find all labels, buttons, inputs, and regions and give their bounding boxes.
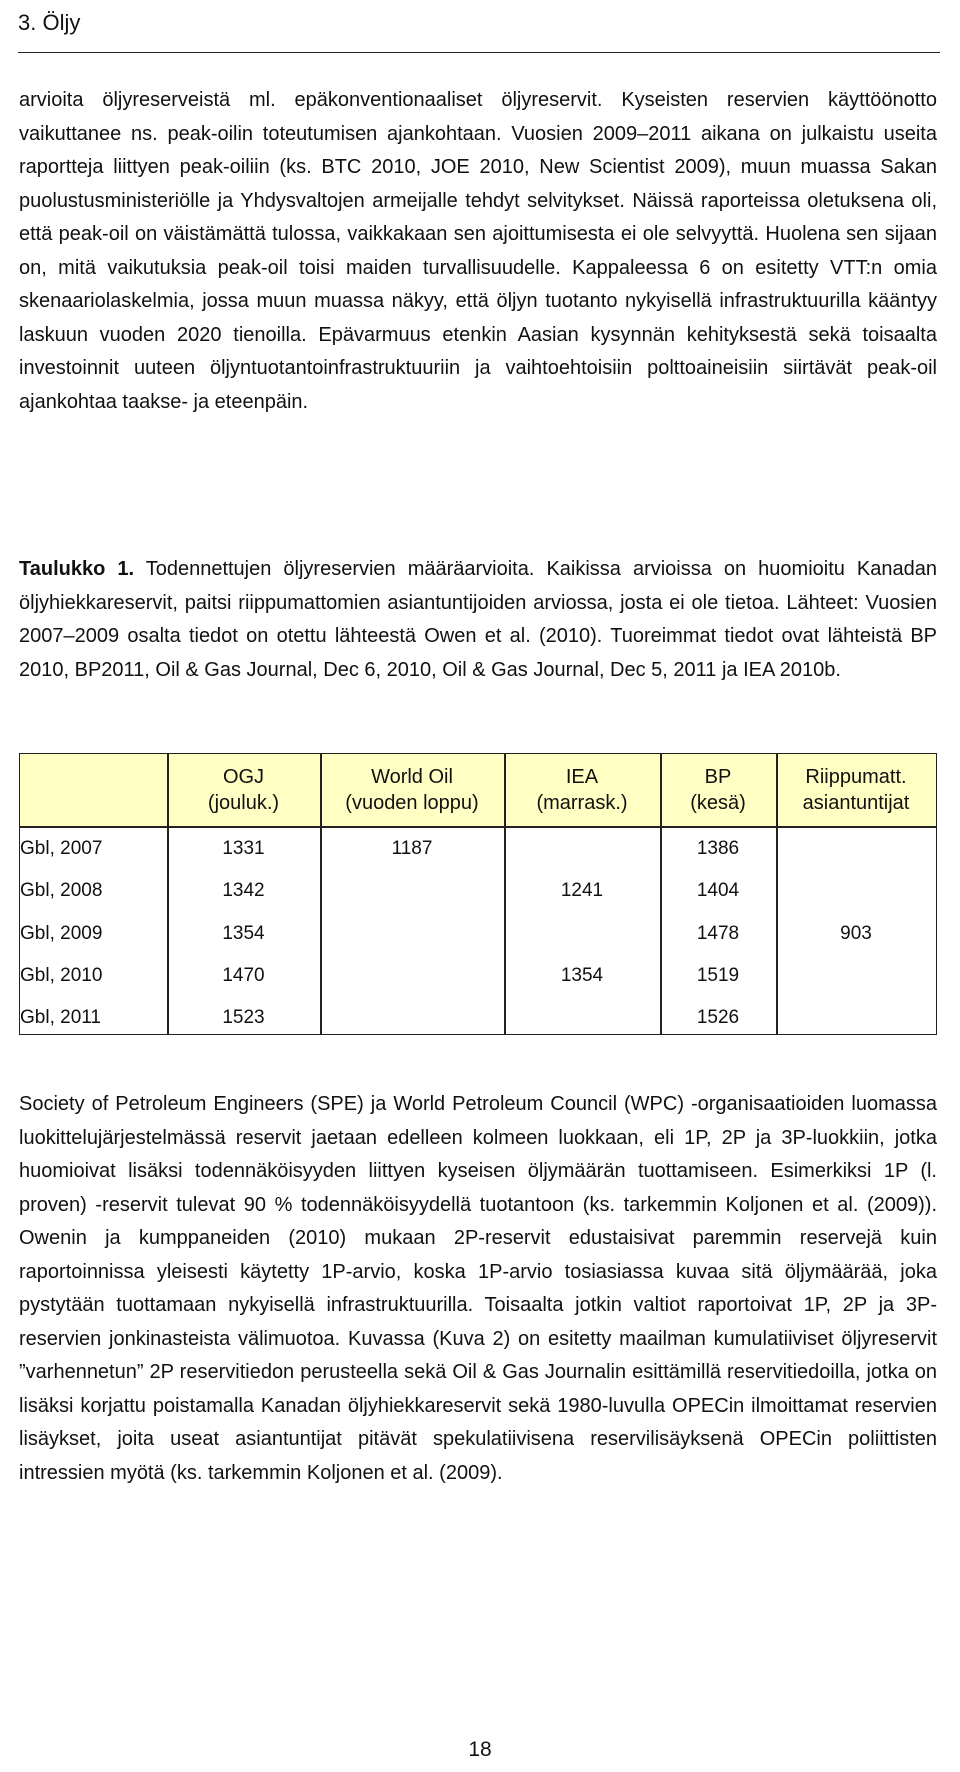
cell-iea: 1354 bbox=[560, 965, 604, 986]
row-label: Gbl, 2007 bbox=[20, 838, 103, 859]
column-header-independent: Riippumatt. asiantuntijat bbox=[802, 766, 910, 814]
paragraph-2: Society of Petroleum Engineers (SPE) ja World Petroleum Council (WPC) -organisaatioiden luomassa luokittelujärjestelmässä reservit jaetaan edelleen kolmeen luokkaan, eli 1P, 2P ja 3P-luokkiin, jotka huomioivat lisäksi todennäköisyyden liittyen kyseisen öljymäärän tuottamiseen. Esimerkiksi 1P (l. proven) -reservit tulevat 90 % todennäköisyydellä tuotantoon (ks. tarkemmin Koljonen et al. (2009)). Owenin ja kumppaneiden (2010) mukaan 2P-reservit edustaisivat paremmin reservejä kuin raportoinnissa yleisesti käytetty 1P-arvio, koska 1P-arvio tosiasiassa kuvaa sitä öljymäärää, joka pystytään tuottamaan nykyisellä infrastruktuurilla. Toisaalta jotkin valtiot raportoivat 1P, 2P ja 3P-reservien jonkinasteista välimuotoa. Kuvassa (Kuva 2) on esitetty maailman kumulatiiviset öljyreservit ”varhennetun” 2P reservitiedon perusteella sekä Oil & Gas Journalin esittämillä reservitiedoilla, jotka on lisäksi korjattu poistamalla Kanadan öljyhiekkareservit sekä 1980-luvulla OPECin ilmoittamat reservien lisäykset, joita useat asiantuntijat pitävät spekulatiivisena reservilisäyksenä OPECin poliittisten intressien myötä (ks. tarkemmin Koljonen et al. (2009). bbox=[19, 1093, 937, 1484]
column-header-world-oil: World Oil (vuoden loppu) bbox=[345, 766, 479, 814]
caption-label: Taulukko 1. bbox=[19, 558, 135, 580]
cell-ogj: 1523 bbox=[222, 1007, 265, 1028]
cell-ogj: 1354 bbox=[222, 923, 265, 944]
cell-bp: 1386 bbox=[696, 838, 740, 859]
page-number: 18 bbox=[468, 1738, 492, 1761]
row-label: Gbl, 2011 bbox=[20, 1007, 101, 1028]
cell-independent: 903 bbox=[840, 923, 872, 944]
reserves-table bbox=[19, 753, 937, 1035]
table-header-divider bbox=[20, 826, 936, 828]
cell-ogj: 1470 bbox=[222, 965, 265, 986]
chapter-title: 3. Öljy bbox=[18, 10, 81, 35]
cell-bp: 1519 bbox=[696, 965, 740, 986]
column-header-bp: BP (kesä) bbox=[690, 766, 746, 814]
page-header bbox=[18, 6, 940, 53]
row-label: Gbl, 2008 bbox=[20, 880, 103, 901]
caption-text: Todennettujen öljyreservien määräarvioita. Kaikissa arvioissa on huomioitu Kanadan öljyhiekkareservit, paitsi riippumattomien asiantuntijoiden arviossa, josta ei ole tietoa. Lähteet: Vuosien 2007–2009 osalta tiedot on otettu lähteestä Owen et al. (2010). Tuoreimmat tiedot ovat lähteistä BP 2010, BP2011, Oil & Gas Journal, Dec 6, 2010, Oil & Gas Journal, Dec 5, 2011 ja IEA 2010b. bbox=[19, 558, 938, 681]
cell-bp: 1526 bbox=[696, 1007, 740, 1028]
cell-iea: 1241 bbox=[560, 880, 604, 901]
cell-world-oil: 1187 bbox=[391, 838, 433, 859]
cell-bp: 1478 bbox=[696, 923, 740, 944]
column-header-ogj: OGJ (jouluk.) bbox=[207, 766, 280, 814]
cell-ogj: 1331 bbox=[222, 838, 265, 859]
row-label: Gbl, 2010 bbox=[20, 965, 103, 986]
row-label: Gbl, 2009 bbox=[20, 923, 103, 944]
paragraph-1: arvioita öljyreserveistä ml. epäkonventionaaliset öljyreservit. Kyseisten reservien käyttöönotto vaikuttanee ns. peak-oilin toteutumisen ajankohtaan. Vuosien 2009–2011 aikana on julkaistu useita raportteja liittyen peak-oiliin (ks. BTC 2010, JOE 2010, New Scientist 2009), muun muassa Sakan puolustusministeriölle ja Yhdysvaltojen armeijalle tehdyt selvitykset. Näissä raporteissa oletuksena oli, että peak-oil on väistämättä tulossa, vaikkakaan sen ajoittumisesta ei ole selvyyttä. Huolena sen sijaan on, mitä vaikutuksia peak-oil toisi maiden turvallisuudelle. Kappaleessa 6 on esitetty VTT:n omia skenaariolaskelmia, jossa muun muassa näkyy, että öljyn tuotanto nykyisellä infrastruktuurilla kääntyy laskuun vuoden 2020 tienoilla. Epävarmuus etenkin Aasian kysynnän kehityksestä sekä toisaalta investoinnit uuteen öljyntuotantoinfrastruktuuriin ja vaihtoehtoisiin polttoaineisiin siirtävät peak-oil ajankohtaa taakse- ja eteenpäin. bbox=[19, 89, 937, 413]
cell-bp: 1404 bbox=[696, 880, 740, 901]
table-caption bbox=[19, 553, 937, 687]
column-header-iea: IEA (marrask.) bbox=[536, 766, 628, 814]
cell-ogj: 1342 bbox=[222, 880, 265, 901]
